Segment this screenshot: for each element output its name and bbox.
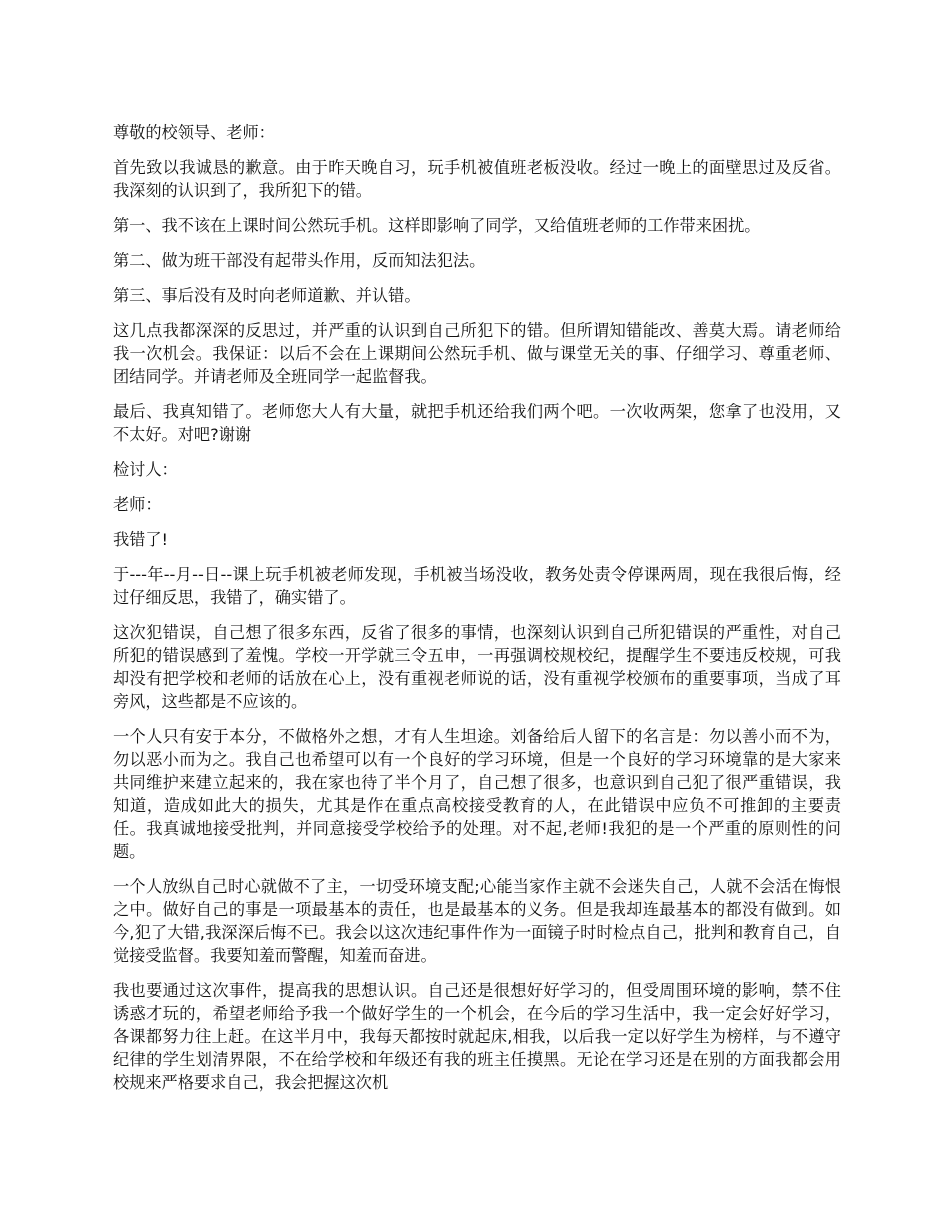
paragraph-apology: 首先致以我诚恳的歉意。由于昨天晚自习，玩手机被值班老板没收。经过一晚上的面壁思过及反省。我深刻的认识到了，我所犯下的错。 bbox=[113, 158, 841, 200]
paragraph-point-two: 第二、做为班干部没有起带头作用，反而知法犯法。 bbox=[113, 251, 486, 270]
paragraph-self-control: 一个人放纵自己时心就做不了主，一切受环境支配;心能当家作主就不会迷失自己，人就不会活在悔恨之中。做好自己的事是一项最基本的责任，也是最基本的义务。但是我却连最基本的都没有做到。如今,犯了大错,我深深后悔不已。我会以这次违纪事件作为一面镜子时时检点自己，批判和教育自己，自觉接受监督。我要知羞而警醒，知羞而奋进。 bbox=[113, 877, 841, 965]
salutation: 尊敬的校领导、老师： bbox=[113, 123, 275, 142]
second-salutation: 老师： bbox=[113, 495, 162, 514]
paragraph-principle: 一个人只有安于本分，不做格外之想，才有人生坦途。刘备给后人留下的名言是：勿以善小而不为，勿以恶小而为之。我自己也希望可以有一个良好的学习环境，但是一个良好的学习环境靠的是大家来共同维护来建立起来的，我在家也待了半个月了，自己想了很多，也意识到自己犯了很严重错误，我知道，造成如此大的损失，尤其是作在重点高校接受教育的人，在此错误中应负不可推卸的主要责任。我真诚地接受批判，并同意接受学校给予的处理。对不起,老师!我犯的是一个严重的原则性的问题。 bbox=[113, 727, 841, 861]
paragraph-admission: 我错了! bbox=[113, 530, 169, 549]
paragraph-point-three: 第三、事后没有及时向老师道歉、并认错。 bbox=[113, 286, 421, 305]
document-body bbox=[113, 121, 841, 1106]
paragraph-commitment: 我也要通过这次事件，提高我的思想认识。自己还是很想好好学习的，但受周围环境的影响，禁不住诱惑才玩的，希望老师给予我一个做好学生的一个机会，在今后的学习生活中，我一定会好好学习，各课都努力往上赶。在这半月中，我每天都按时就起床,相我，以后我一定以好学生为榜样，与不遵守纪律的学生划清界限，不在给学校和年级还有我的班主任摸黑。无论在学习还是在别的方面我都会用校规来严格要求自己，我会把握这次机 bbox=[113, 981, 841, 1092]
paragraph-mistake-reflection: 这次犯错误，自己想了很多东西，反省了很多的事情，也深刻认识到自己所犯错误的严重性，对自己所犯的错误感到了羞愧。学校一开学就三令五申，一再强调校规校纪，提醒学生不要违反校规，可我却没有把学校和老师的话放在心上，没有重视老师说的话，没有重视学校颁布的重要事项，当成了耳旁风，这些都是不应该的。 bbox=[113, 623, 841, 711]
paragraph-reflection: 这几点我都深深的反思过，并严重的认识到自己所犯下的错。但所谓知错能改、善莫大焉。请老师给我一次机会。我保证：以后不会在上课期间公然玩手机、做与课堂无关的事、仔细学习、尊重老师、团结同学。并请老师及全班同学一起监督我。 bbox=[113, 321, 841, 386]
signature-line: 检讨人： bbox=[113, 460, 178, 479]
paragraph-closing: 最后、我真知错了。老师您大人有大量，就把手机还给我们两个吧。一次收两架，您拿了也没用，又不太好。对吧?谢谢 bbox=[113, 402, 841, 444]
paragraph-point-one: 第一、我不该在上课时间公然玩手机。这样即影响了同学，又给值班老师的工作带来困扰。 bbox=[113, 216, 761, 235]
paragraph-incident: 于---年--月--日--课上玩手机被老师发现，手机被当场没收，教务处责令停课两周，现在我很后悔，经过仔细反思，我错了，确实错了。 bbox=[113, 565, 841, 607]
